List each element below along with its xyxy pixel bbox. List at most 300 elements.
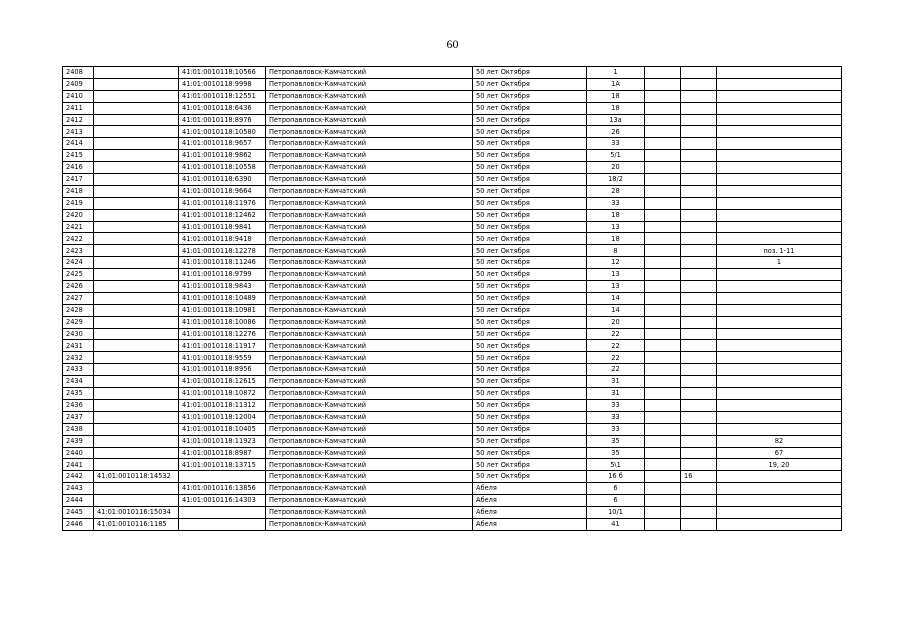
premises-cadastral-cell: 41:01:0010118:12276 bbox=[179, 328, 266, 340]
apartment-cell bbox=[717, 292, 842, 304]
building-cell bbox=[681, 435, 717, 447]
street-cell: 50 лет Октября bbox=[473, 269, 587, 281]
building-cell bbox=[681, 197, 717, 209]
apartment-cell: 67 bbox=[717, 447, 842, 459]
house-cell: 33 bbox=[587, 197, 645, 209]
building-cell bbox=[681, 376, 717, 388]
city-cell: Петропавловск-Камчатский bbox=[266, 376, 473, 388]
house-cell: 5/1 bbox=[587, 150, 645, 162]
street-cell: 50 лет Октября bbox=[473, 197, 587, 209]
building-cadastral-cell bbox=[94, 435, 179, 447]
row-number-cell: 2436 bbox=[63, 399, 94, 411]
corpus-cell bbox=[645, 209, 681, 221]
building-cadastral-cell bbox=[94, 388, 179, 400]
row-number-cell: 2409 bbox=[63, 78, 94, 90]
house-cell: 22 bbox=[587, 364, 645, 376]
building-cadastral-cell bbox=[94, 138, 179, 150]
city-cell: Петропавловск-Камчатский bbox=[266, 495, 473, 507]
premises-cadastral-cell: 41:01:0010118:9559 bbox=[179, 352, 266, 364]
street-cell: 50 лет Октября bbox=[473, 399, 587, 411]
corpus-cell bbox=[645, 435, 681, 447]
corpus-cell bbox=[645, 126, 681, 138]
table-row bbox=[63, 174, 842, 186]
building-cell bbox=[681, 269, 717, 281]
building-cadastral-cell bbox=[94, 364, 179, 376]
building-cadastral-cell bbox=[94, 376, 179, 388]
premises-cadastral-cell: 41:01:0010118:10558 bbox=[179, 162, 266, 174]
house-cell: 12 bbox=[587, 257, 645, 269]
corpus-cell bbox=[645, 352, 681, 364]
table-row bbox=[63, 138, 842, 150]
row-number-cell: 2412 bbox=[63, 114, 94, 126]
row-number-cell: 2415 bbox=[63, 150, 94, 162]
table-row bbox=[63, 221, 842, 233]
apartment-cell bbox=[717, 114, 842, 126]
city-cell: Петропавловск-Камчатский bbox=[266, 459, 473, 471]
street-cell: 50 лет Октября bbox=[473, 292, 587, 304]
premises-cadastral-cell: 41:01:0010118:11917 bbox=[179, 340, 266, 352]
premises-cadastral-cell: 41:01:0010118:10872 bbox=[179, 388, 266, 400]
building-cadastral-cell bbox=[94, 328, 179, 340]
street-cell: 50 лет Октября bbox=[473, 304, 587, 316]
apartment-cell bbox=[717, 281, 842, 293]
premises-cadastral-cell: 41:01:0010118:6390 bbox=[179, 174, 266, 186]
street-cell: 50 лет Октября bbox=[473, 174, 587, 186]
building-cadastral-cell: 41:01:0010118:14532 bbox=[94, 471, 179, 483]
apartment-cell bbox=[717, 269, 842, 281]
premises-cadastral-cell: 41:01:0010118:8976 bbox=[179, 114, 266, 126]
house-cell: 28 bbox=[587, 185, 645, 197]
premises-cadastral-cell: 41:01:0010118:12004 bbox=[179, 411, 266, 423]
registry-body bbox=[63, 67, 842, 531]
apartment-cell bbox=[717, 506, 842, 518]
apartment-cell bbox=[717, 185, 842, 197]
street-cell: 50 лет Октября bbox=[473, 388, 587, 400]
apartment-cell bbox=[717, 102, 842, 114]
premises-cadastral-cell: 41:01:0010118:10405 bbox=[179, 423, 266, 435]
city-cell: Петропавловск-Камчатский bbox=[266, 269, 473, 281]
building-cadastral-cell bbox=[94, 90, 179, 102]
street-cell: 50 лет Октября bbox=[473, 90, 587, 102]
building-cadastral-cell bbox=[94, 411, 179, 423]
house-cell: 14 bbox=[587, 304, 645, 316]
premises-cadastral-cell: 41:01:0010118:9664 bbox=[179, 185, 266, 197]
building-cadastral-cell bbox=[94, 304, 179, 316]
house-cell: 5\1 bbox=[587, 459, 645, 471]
house-cell: 18 bbox=[587, 90, 645, 102]
row-number-cell: 2419 bbox=[63, 197, 94, 209]
row-number-cell: 2410 bbox=[63, 90, 94, 102]
house-cell: 6 bbox=[587, 483, 645, 495]
premises-cadastral-cell: 41:01:0010118:9841 bbox=[179, 221, 266, 233]
building-cadastral-cell bbox=[94, 78, 179, 90]
building-cell bbox=[681, 399, 717, 411]
building-cadastral-cell bbox=[94, 185, 179, 197]
row-number-cell: 2413 bbox=[63, 126, 94, 138]
premises-cadastral-cell: 41:01:0010118:11312 bbox=[179, 399, 266, 411]
premises-cadastral-cell: 41:01:0010118:8956 bbox=[179, 364, 266, 376]
building-cadastral-cell bbox=[94, 150, 179, 162]
city-cell: Петропавловск-Камчатский bbox=[266, 114, 473, 126]
table-row bbox=[63, 78, 842, 90]
house-cell: 10/1 bbox=[587, 506, 645, 518]
city-cell: Петропавловск-Камчатский bbox=[266, 209, 473, 221]
corpus-cell bbox=[645, 114, 681, 126]
corpus-cell bbox=[645, 233, 681, 245]
corpus-cell bbox=[645, 471, 681, 483]
building-cell bbox=[681, 233, 717, 245]
building-cell bbox=[681, 67, 717, 79]
street-cell: 50 лет Октября bbox=[473, 257, 587, 269]
corpus-cell bbox=[645, 399, 681, 411]
apartment-cell bbox=[717, 423, 842, 435]
row-number-cell: 2408 bbox=[63, 67, 94, 79]
street-cell: 50 лет Октября bbox=[473, 328, 587, 340]
address-registry-table bbox=[62, 66, 842, 531]
apartment-cell bbox=[717, 340, 842, 352]
street-cell: 50 лет Октября bbox=[473, 233, 587, 245]
city-cell: Петропавловск-Камчатский bbox=[266, 174, 473, 186]
corpus-cell bbox=[645, 423, 681, 435]
table-row bbox=[63, 304, 842, 316]
building-cell bbox=[681, 90, 717, 102]
corpus-cell bbox=[645, 495, 681, 507]
building-cadastral-cell bbox=[94, 102, 179, 114]
apartment-cell bbox=[717, 483, 842, 495]
street-cell: 50 лет Октября bbox=[473, 411, 587, 423]
row-number-cell: 2416 bbox=[63, 162, 94, 174]
table-row bbox=[63, 483, 842, 495]
street-cell: 50 лет Октября bbox=[473, 67, 587, 79]
table-row bbox=[63, 340, 842, 352]
row-number-cell: 2445 bbox=[63, 506, 94, 518]
building-cadastral-cell: 41:01:0010116:15034 bbox=[94, 506, 179, 518]
corpus-cell bbox=[645, 162, 681, 174]
city-cell: Петропавловск-Камчатский bbox=[266, 162, 473, 174]
row-number-cell: 2446 bbox=[63, 518, 94, 530]
house-cell: 20 bbox=[587, 316, 645, 328]
building-cadastral-cell bbox=[94, 316, 179, 328]
premises-cadastral-cell: 41:01:0010118:9799 bbox=[179, 269, 266, 281]
table-row bbox=[63, 102, 842, 114]
city-cell: Петропавловск-Камчатский bbox=[266, 411, 473, 423]
street-cell: 50 лет Октября bbox=[473, 340, 587, 352]
table-row bbox=[63, 328, 842, 340]
building-cadastral-cell bbox=[94, 245, 179, 257]
premises-cadastral-cell: 41:01:0010118:6436 bbox=[179, 102, 266, 114]
apartment-cell: поз. 1-11 bbox=[717, 245, 842, 257]
premises-cadastral-cell: 41:01:0010118:9418 bbox=[179, 233, 266, 245]
row-number-cell: 2444 bbox=[63, 495, 94, 507]
street-cell: 50 лет Октября bbox=[473, 471, 587, 483]
row-number-cell: 2437 bbox=[63, 411, 94, 423]
apartment-cell bbox=[717, 495, 842, 507]
corpus-cell bbox=[645, 90, 681, 102]
apartment-cell bbox=[717, 411, 842, 423]
city-cell: Петропавловск-Камчатский bbox=[266, 78, 473, 90]
house-cell: 1А bbox=[587, 78, 645, 90]
premises-cadastral-cell: 41:01:0010118:11246 bbox=[179, 257, 266, 269]
apartment-cell: 19, 20 bbox=[717, 459, 842, 471]
corpus-cell bbox=[645, 150, 681, 162]
building-cell bbox=[681, 459, 717, 471]
city-cell: Петропавловск-Камчатский bbox=[266, 328, 473, 340]
table-row bbox=[63, 388, 842, 400]
table-row bbox=[63, 90, 842, 102]
table-row bbox=[63, 364, 842, 376]
premises-cadastral-cell bbox=[179, 506, 266, 518]
row-number-cell: 2414 bbox=[63, 138, 94, 150]
table-row bbox=[63, 185, 842, 197]
city-cell: Петропавловск-Камчатский bbox=[266, 233, 473, 245]
apartment-cell bbox=[717, 209, 842, 221]
corpus-cell bbox=[645, 506, 681, 518]
house-cell: 26 bbox=[587, 126, 645, 138]
row-number-cell: 2429 bbox=[63, 316, 94, 328]
house-cell: 13 bbox=[587, 281, 645, 293]
corpus-cell bbox=[645, 138, 681, 150]
row-number-cell: 2443 bbox=[63, 483, 94, 495]
table-row bbox=[63, 162, 842, 174]
building-cadastral-cell bbox=[94, 423, 179, 435]
building-cell bbox=[681, 162, 717, 174]
table-row bbox=[63, 292, 842, 304]
building-cell bbox=[681, 518, 717, 530]
building-cadastral-cell bbox=[94, 495, 179, 507]
house-cell: 1 bbox=[587, 67, 645, 79]
building-cell bbox=[681, 388, 717, 400]
house-cell: 18 bbox=[587, 102, 645, 114]
building-cell bbox=[681, 126, 717, 138]
table-row bbox=[63, 435, 842, 447]
city-cell: Петропавловск-Камчатский bbox=[266, 67, 473, 79]
table-row bbox=[63, 150, 842, 162]
city-cell: Петропавловск-Камчатский bbox=[266, 447, 473, 459]
house-cell: 33 bbox=[587, 423, 645, 435]
house-cell: 22 bbox=[587, 352, 645, 364]
page-number: 60 bbox=[446, 37, 459, 51]
corpus-cell bbox=[645, 245, 681, 257]
premises-cadastral-cell: 41:01:0010118:9998 bbox=[179, 78, 266, 90]
city-cell: Петропавловск-Камчатский bbox=[266, 316, 473, 328]
corpus-cell bbox=[645, 221, 681, 233]
row-number-cell: 2417 bbox=[63, 174, 94, 186]
street-cell: 50 лет Октября bbox=[473, 221, 587, 233]
house-cell: 13 bbox=[587, 269, 645, 281]
building-cell bbox=[681, 138, 717, 150]
street-cell: Абеля bbox=[473, 518, 587, 530]
apartment-cell bbox=[717, 67, 842, 79]
table-row bbox=[63, 114, 842, 126]
row-number-cell: 2418 bbox=[63, 185, 94, 197]
city-cell: Петропавловск-Камчатский bbox=[266, 388, 473, 400]
table-row bbox=[63, 316, 842, 328]
row-number-cell: 2434 bbox=[63, 376, 94, 388]
row-number-cell: 2427 bbox=[63, 292, 94, 304]
city-cell: Петропавловск-Камчатский bbox=[266, 197, 473, 209]
city-cell: Петропавловск-Камчатский bbox=[266, 126, 473, 138]
building-cadastral-cell bbox=[94, 281, 179, 293]
building-cadastral-cell bbox=[94, 257, 179, 269]
building-cell bbox=[681, 174, 717, 186]
premises-cadastral-cell: 41:01:0010118:10580 bbox=[179, 126, 266, 138]
city-cell: Петропавловск-Камчатский bbox=[266, 257, 473, 269]
building-cell bbox=[681, 114, 717, 126]
row-number-cell: 2422 bbox=[63, 233, 94, 245]
apartment-cell bbox=[717, 138, 842, 150]
city-cell: Петропавловск-Камчатский bbox=[266, 102, 473, 114]
building-cell bbox=[681, 221, 717, 233]
street-cell: 50 лет Октября bbox=[473, 102, 587, 114]
street-cell: 50 лет Октября bbox=[473, 126, 587, 138]
house-cell: 33 bbox=[587, 399, 645, 411]
street-cell: 50 лет Октября bbox=[473, 209, 587, 221]
apartment-cell bbox=[717, 388, 842, 400]
row-number-cell: 2426 bbox=[63, 281, 94, 293]
row-number-cell: 2433 bbox=[63, 364, 94, 376]
table-row bbox=[63, 399, 842, 411]
apartment-cell bbox=[717, 471, 842, 483]
house-cell: 35 bbox=[587, 447, 645, 459]
apartment-cell bbox=[717, 90, 842, 102]
corpus-cell bbox=[645, 328, 681, 340]
table-row bbox=[63, 459, 842, 471]
building-cadastral-cell bbox=[94, 269, 179, 281]
corpus-cell bbox=[645, 364, 681, 376]
house-cell: 16 б bbox=[587, 471, 645, 483]
building-cadastral-cell bbox=[94, 221, 179, 233]
building-cadastral-cell bbox=[94, 447, 179, 459]
premises-cadastral-cell: 41:01:0010118:11923 bbox=[179, 435, 266, 447]
row-number-cell: 2411 bbox=[63, 102, 94, 114]
city-cell: Петропавловск-Камчатский bbox=[266, 245, 473, 257]
house-cell: 33 bbox=[587, 138, 645, 150]
apartment-cell: 1 bbox=[717, 257, 842, 269]
street-cell: 50 лет Октября bbox=[473, 162, 587, 174]
house-cell: 35 bbox=[587, 435, 645, 447]
city-cell: Петропавловск-Камчатский bbox=[266, 506, 473, 518]
building-cell bbox=[681, 352, 717, 364]
building-cadastral-cell bbox=[94, 233, 179, 245]
city-cell: Петропавловск-Камчатский bbox=[266, 292, 473, 304]
building-cell bbox=[681, 447, 717, 459]
street-cell: 50 лет Октября bbox=[473, 435, 587, 447]
row-number-cell: 2442 bbox=[63, 471, 94, 483]
row-number-cell: 2432 bbox=[63, 352, 94, 364]
corpus-cell bbox=[645, 316, 681, 328]
premises-cadastral-cell: 41:01:0010118:10086 bbox=[179, 316, 266, 328]
building-cadastral-cell bbox=[94, 209, 179, 221]
house-cell: 22 bbox=[587, 328, 645, 340]
street-cell: Абеля bbox=[473, 495, 587, 507]
city-cell: Петропавловск-Камчатский bbox=[266, 364, 473, 376]
premises-cadastral-cell: 41:01:0010118:9657 bbox=[179, 138, 266, 150]
building-cell bbox=[681, 495, 717, 507]
house-cell: 31 bbox=[587, 388, 645, 400]
apartment-cell bbox=[717, 221, 842, 233]
street-cell: 50 лет Октября bbox=[473, 150, 587, 162]
house-cell: 33 bbox=[587, 411, 645, 423]
apartment-cell bbox=[717, 150, 842, 162]
row-number-cell: 2423 bbox=[63, 245, 94, 257]
city-cell: Петропавловск-Камчатский bbox=[266, 471, 473, 483]
city-cell: Петропавловск-Камчатский bbox=[266, 435, 473, 447]
premises-cadastral-cell: 41:01:0010118:10566 bbox=[179, 67, 266, 79]
building-cell bbox=[681, 340, 717, 352]
table-row bbox=[63, 209, 842, 221]
row-number-cell: 2424 bbox=[63, 257, 94, 269]
row-number-cell: 2438 bbox=[63, 423, 94, 435]
premises-cadastral-cell: 41:01:0010118:9843 bbox=[179, 281, 266, 293]
city-cell: Петропавловск-Камчатский bbox=[266, 483, 473, 495]
building-cell bbox=[681, 185, 717, 197]
premises-cadastral-cell: 41:01:0010116:14303 bbox=[179, 495, 266, 507]
building-cadastral-cell bbox=[94, 292, 179, 304]
street-cell: 50 лет Октября bbox=[473, 459, 587, 471]
apartment-cell bbox=[717, 304, 842, 316]
building-cell bbox=[681, 209, 717, 221]
house-cell: 13 bbox=[587, 221, 645, 233]
building-cell bbox=[681, 281, 717, 293]
building-cadastral-cell bbox=[94, 67, 179, 79]
corpus-cell bbox=[645, 67, 681, 79]
city-cell: Петропавловск-Камчатский bbox=[266, 150, 473, 162]
row-number-cell: 2435 bbox=[63, 388, 94, 400]
row-number-cell: 2425 bbox=[63, 269, 94, 281]
street-cell: 50 лет Октября bbox=[473, 352, 587, 364]
building-cell bbox=[681, 506, 717, 518]
street-cell: 50 лет Октября bbox=[473, 364, 587, 376]
building-cell bbox=[681, 328, 717, 340]
corpus-cell bbox=[645, 197, 681, 209]
premises-cadastral-cell bbox=[179, 518, 266, 530]
street-cell: 50 лет Октября bbox=[473, 447, 587, 459]
building-cell bbox=[681, 411, 717, 423]
corpus-cell bbox=[645, 459, 681, 471]
premises-cadastral-cell: 41:01:0010118:12551 bbox=[179, 90, 266, 102]
apartment-cell bbox=[717, 316, 842, 328]
corpus-cell bbox=[645, 518, 681, 530]
house-cell: 41 bbox=[587, 518, 645, 530]
building-cell bbox=[681, 102, 717, 114]
apartment-cell bbox=[717, 328, 842, 340]
house-cell: 8 bbox=[587, 245, 645, 257]
table-row bbox=[63, 423, 842, 435]
building-cadastral-cell bbox=[94, 352, 179, 364]
table-row bbox=[63, 352, 842, 364]
building-cadastral-cell bbox=[94, 399, 179, 411]
table-row bbox=[63, 281, 842, 293]
table-row bbox=[63, 233, 842, 245]
house-cell: 18 bbox=[587, 233, 645, 245]
street-cell: 50 лет Октября bbox=[473, 78, 587, 90]
row-number-cell: 2441 bbox=[63, 459, 94, 471]
building-cell bbox=[681, 78, 717, 90]
corpus-cell bbox=[645, 304, 681, 316]
street-cell: 50 лет Октября bbox=[473, 376, 587, 388]
apartment-cell bbox=[717, 174, 842, 186]
row-number-cell: 2421 bbox=[63, 221, 94, 233]
apartment-cell bbox=[717, 399, 842, 411]
corpus-cell bbox=[645, 185, 681, 197]
building-cadastral-cell bbox=[94, 340, 179, 352]
street-cell: Абеля bbox=[473, 506, 587, 518]
row-number-cell: 2428 bbox=[63, 304, 94, 316]
table-row bbox=[63, 245, 842, 257]
street-cell: 50 лет Октября bbox=[473, 185, 587, 197]
city-cell: Петропавловск-Камчатский bbox=[266, 423, 473, 435]
house-cell: 18/2 bbox=[587, 174, 645, 186]
